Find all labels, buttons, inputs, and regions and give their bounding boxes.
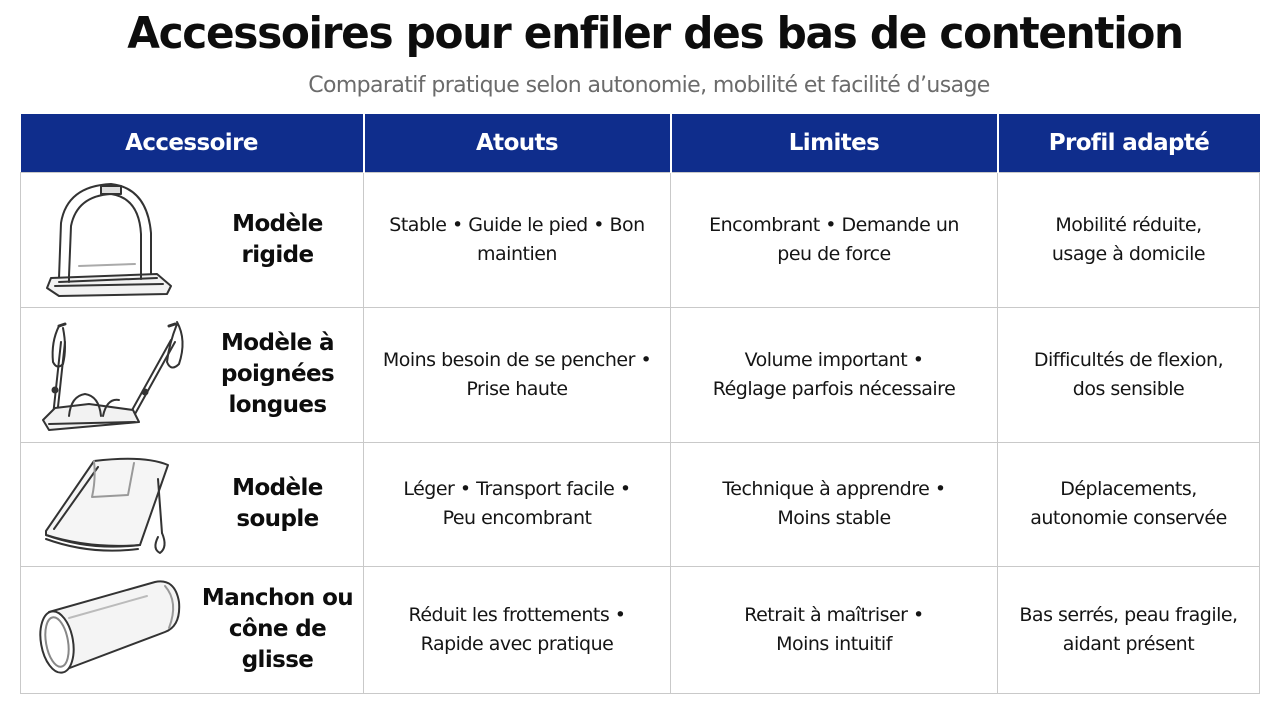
table-row (21, 566, 1260, 693)
table-row (21, 173, 1260, 308)
header-accessoire: Accessoire (21, 114, 364, 173)
long-handles-icon (21, 308, 196, 441)
accessory-cell (21, 566, 364, 693)
limites-cell: Retrait à maîtriser • Moins intuitif (671, 566, 998, 693)
accessory-name: Modèle rigide (232, 211, 323, 269)
accessory-cell (21, 173, 364, 308)
accessory-cell (21, 442, 364, 566)
flexible-sheet-icon (21, 443, 196, 566)
accessory-name: Modèle souple (232, 475, 323, 533)
header-atouts: Atouts (364, 114, 671, 173)
header-limites: Limites (671, 114, 998, 173)
profil-cell: Déplacements, autonomie conservée (998, 442, 1260, 566)
accessory-cell (21, 308, 364, 442)
profil-cell: Bas serrés, peau fragile, aidant présent (998, 566, 1260, 693)
table-row (21, 308, 1260, 442)
accessory-name: Manchon ou cône de glisse (201, 585, 354, 674)
table-row (21, 442, 1260, 566)
accessory-name: Modèle à poignées longues (220, 330, 335, 419)
atouts-cell: Moins besoin de se pencher • Prise haute (364, 308, 671, 442)
limites-cell: Volume important • Réglage parfois nécessaire (671, 308, 998, 442)
profil-cell: Difficultés de flexion, dos sensible (998, 308, 1260, 442)
page-title: Accessoires pour enfiler des bas de contention (127, 8, 1183, 59)
table-header-row (21, 114, 1260, 173)
rigid-frame-icon (21, 173, 196, 307)
header-profil: Profil adapté (998, 114, 1260, 173)
page-subtitle: Comparatif pratique selon autonomie, mobilité et facilité d’usage (308, 73, 990, 98)
atouts-cell: Léger • Transport facile • Peu encombrant (364, 442, 671, 566)
atouts-cell: Réduit les frottements • Rapide avec pratique (364, 566, 671, 693)
comparison-table (20, 114, 1260, 694)
sliding-sleeve-icon (21, 567, 196, 693)
limites-cell: Encombrant • Demande un peu de force (671, 173, 998, 308)
profil-cell: Mobilité réduite, usage à domicile (998, 173, 1260, 308)
atouts-cell: Stable • Guide le pied • Bon maintien (364, 173, 671, 308)
limites-cell: Technique à apprendre • Moins stable (671, 442, 998, 566)
